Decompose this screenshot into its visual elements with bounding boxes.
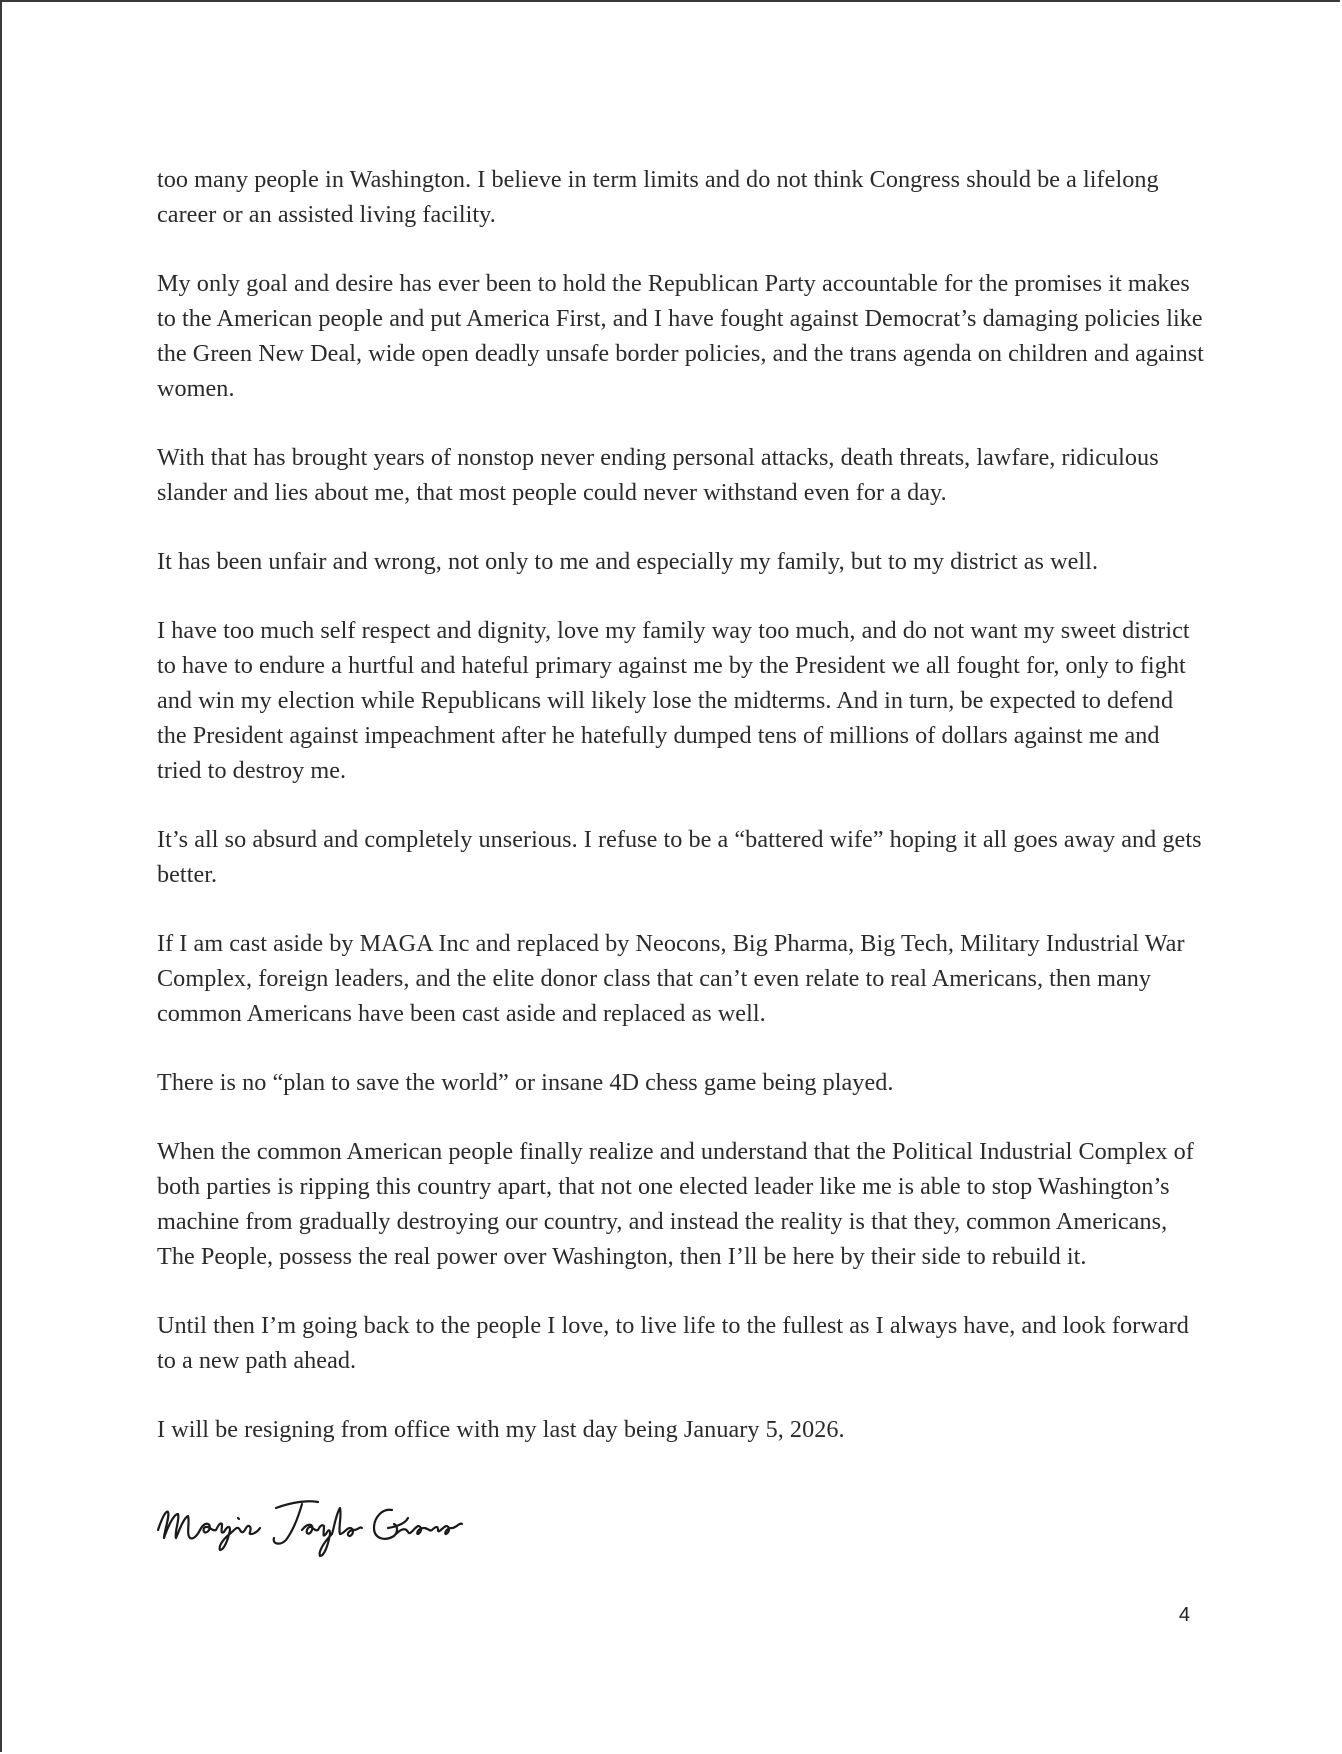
- signature: [152, 1488, 492, 1568]
- paragraph: There is no “plan to save the world” or insane 4D chess game being played.: [157, 1069, 894, 1096]
- paragraph: Until then I’m going back to the people I love, to live life to the fullest as I always have, and look forward to a new path ahead.: [157, 1312, 1189, 1374]
- paragraph: too many people in Washington. I believe in term limits and do not think Congress should be a lifelong career or an assisted living facility.: [157, 166, 1159, 228]
- page-number: 4: [1178, 1604, 1190, 1626]
- paragraph: If I am cast aside by MAGA Inc and replaced by Neocons, Big Pharma, Big Tech, Military Industrial War Complex, foreign leaders, and the elite donor class that can’t even relate to real Americans, then many common Americans have been cast aside and replaced as well.: [157, 930, 1185, 1027]
- paragraph: When the common American people finally realize and understand that the Political Industrial Complex of both parties is ripping this country apart, that not one elected leader like me is able to stop Washington’s machine from gradually destroying our country, and instead the reality is that they, common Americans, The People, possess the real power over Washington, then I’ll be here by their side to rebuild it.: [157, 1138, 1194, 1270]
- paragraph: I have too much self respect and dignity, love my family way too much, and do not want my sweet district to have to endure a hurtful and hateful primary against me by the President we all fought for, only to fight and win my election while Republicans will likely lose the midterms. And in turn, be expected to defend the President against impeachment after he hatefully dumped tens of millions of dollars against me and tried to destroy me.: [157, 617, 1190, 784]
- letter-body: [157, 162, 1207, 1481]
- paragraph: It has been unfair and wrong, not only to me and especially my family, but to my district as well.: [157, 548, 1099, 575]
- paragraph: With that has brought years of nonstop never ending personal attacks, death threats, lawfare, ridiculous slander and lies about me, that most people could never withstand even for a day.: [157, 444, 1159, 506]
- paragraph: My only goal and desire has ever been to hold the Republican Party accountable for the promises it makes to the American people and put America First, and I have fought against Democrat’s damaging policies like the Green New Deal, wide open deadly unsafe border policies, and the trans agenda on children and against women.: [157, 270, 1204, 402]
- paragraph: I will be resigning from office with my last day being January 5, 2026.: [157, 1416, 845, 1443]
- paragraph: It’s all so absurd and completely unserious. I refuse to be a “battered wife” hoping it all goes away and gets better.: [157, 826, 1202, 888]
